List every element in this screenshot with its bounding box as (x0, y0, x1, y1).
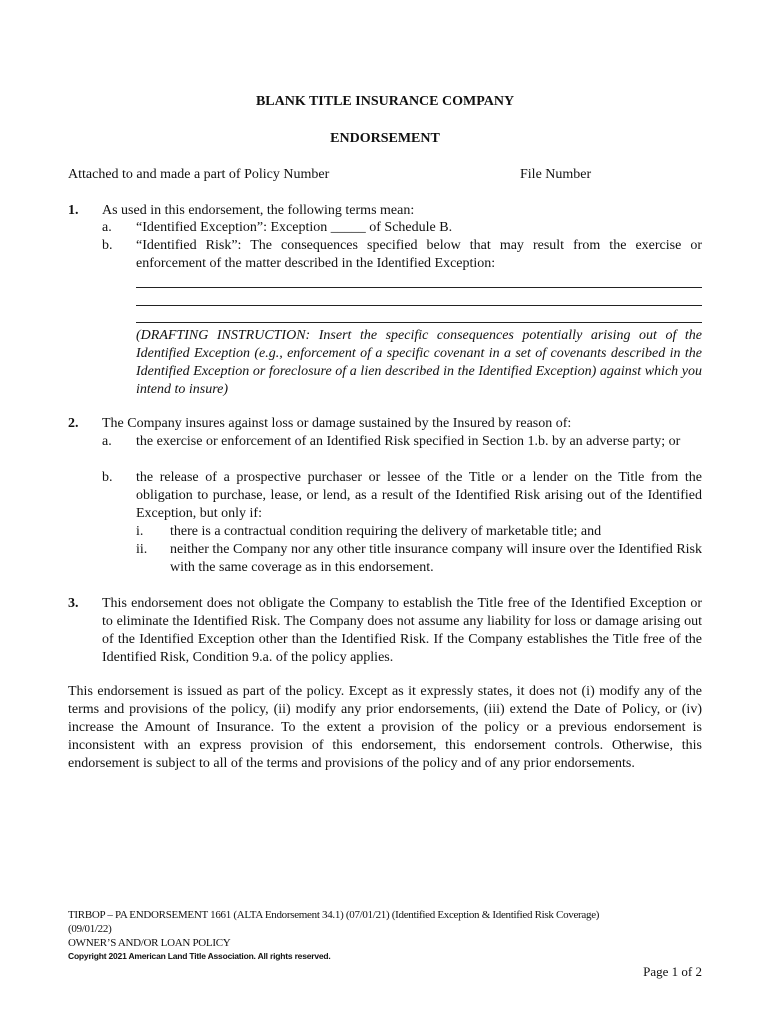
file-number-label: File Number (520, 167, 592, 182)
section-2-intro: The Company insures against loss or damage sustained by the Insured by reason of: (102, 416, 572, 431)
closing-paragraph: This endorsement is issued as part of the policy. Except as it expressly states, it does not (i) modify any of the terms and provisions of the policy, (ii) modify any prior endorsements, (iii) extend the Date of Policy, or (iv) increase the Amount of Insurance. To the extent a provision of the policy or a previous endorsement is inconsistent with an express provision of this endorsement, this endorsement controls. Otherwise, this endorsement is subject to all of the terms and provisions of the policy and of any prior endorsements. (68, 684, 702, 771)
section-1b-text: “Identified Risk”: The consequences specified below that may result from the exercise or enforcement of the matter described in the Identified Exception: (136, 238, 702, 271)
copyright-notice: Copyright 2021 American Land Title Association. All rights reserved. (68, 951, 331, 961)
section-1-number: 1. (68, 203, 79, 218)
blank-line-2 (136, 305, 702, 306)
section-2b-text: the release of a prospective purchaser or lessee of the Title or a lender on the Title from the obligation to purchase, lease, or lend, as a result of the Identified Risk arising out of the Identified Exception, but only if: (136, 470, 702, 521)
section-2a-text: the exercise or enforcement of an Identified Risk specified in Section 1.b. by an adverse party; or (136, 434, 681, 449)
section-1a-label: a. (102, 220, 112, 235)
document-type-heading: ENDORSEMENT (330, 131, 440, 146)
section-1-intro: As used in this endorsement, the following terms mean: (102, 203, 415, 218)
policy-number-label: Attached to and made a part of Policy Number (68, 167, 330, 182)
form-number-line: TIRBOP – PA ENDORSEMENT 1661 (ALTA Endorsement 34.1) (07/01/21) (Identified Exception & Identified Risk Coverage) (68, 909, 600, 921)
blank-line-1 (136, 287, 702, 288)
section-2b-i-text: there is a contractual condition requiring the delivery of marketable title; and (170, 524, 602, 539)
page-number: Page 1 of 2 (643, 964, 702, 979)
section-2b-label: b. (102, 470, 113, 485)
form-revision-date: (09/01/22) (68, 923, 112, 935)
section-3-text: This endorsement does not obligate the Company to establish the Title free of the Identified Exception or to eliminate the Identified Risk. The Company does not assume any liability for loss or damage arising out of the Identified Exception other than the Identified Risk. If the Company establishes the Title free of the Identified Risk, Condition 9.a. of the policy applies. (102, 596, 702, 665)
section-2b-ii-text: neither the Company nor any other title insurance company will insure over the Identified Risk with the same coverage as in this endorsement. (170, 542, 702, 575)
section-2b-ii-label: ii. (136, 542, 148, 557)
policy-type-line: OWNER’S AND/OR LOAN POLICY (68, 937, 231, 949)
blank-line-3 (136, 322, 702, 323)
drafting-instruction: (DRAFTING INSTRUCTION: Insert the specific consequences potentially arising out of the Identified Exception (e.g., enforcement of a specific covenant in a set of covenants described in the Identified Exception or foreclosure of a lien described in the Identified Exception) against which you intend to insure) (136, 328, 702, 397)
section-1b-label: b. (102, 238, 113, 253)
section-2a-label: a. (102, 434, 112, 449)
section-2b-i-label: i. (136, 524, 144, 539)
section-2-number: 2. (68, 416, 79, 431)
company-title: BLANK TITLE INSURANCE COMPANY (255, 94, 515, 109)
section-1a-text: “Identified Exception”: Exception _____ of Schedule B. (136, 220, 453, 235)
section-3-number: 3. (68, 596, 79, 611)
